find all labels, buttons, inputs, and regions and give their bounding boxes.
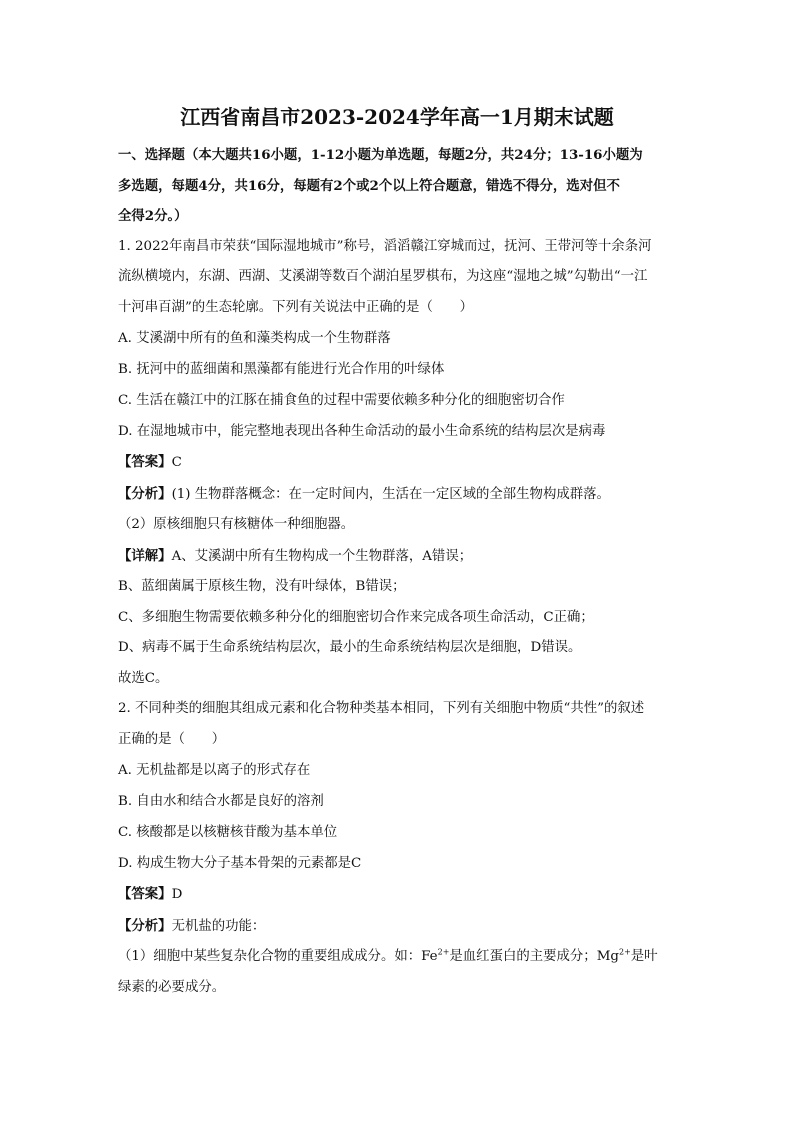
analysis-text: （2）原核细胞只有核糖体一种细胞器。 bbox=[118, 517, 355, 532]
analysis-text: （1）细胞中某些复杂化合物的重要组成成分。如：$Fe^{2+}$是血红蛋白的主要成分；$Mg^{2+}$是叶 bbox=[118, 947, 658, 964]
superscript: 2+ bbox=[619, 947, 631, 957]
answer-label: 【答案】 bbox=[118, 454, 172, 470]
analysis-text: 绿素的必要成分。 bbox=[118, 979, 226, 995]
page-title: 江西省南昌市2023-2024学年高一1月期末试题 bbox=[180, 105, 614, 129]
answer-label: 【答案】 bbox=[118, 886, 172, 902]
question-2 bbox=[118, 694, 676, 1003]
section-header bbox=[118, 140, 676, 232]
question-stem-line: 2. 不同种类的细胞其组成元素和化合物种类基本相同，下列有关细胞中物质“共性”的叙述 bbox=[118, 701, 645, 716]
analysis-text: (1) 生物群落概念：在一定时间内，生活在一定区域的全部生物构成群落。 bbox=[171, 486, 610, 502]
detail-label: 【详解】 bbox=[118, 547, 172, 564]
conclusion-text: 故选C。 bbox=[118, 670, 169, 686]
section-header-line: 一、选择题（本大题共16小题，1-12小题为单选题，每题2分，共24分；13-16小题为 bbox=[118, 147, 643, 163]
option-b: B. 抚河中的蓝细菌和黑藻都有能进行光合作用的叶绿体 bbox=[118, 362, 445, 377]
question-stem-line: 正确的是（ ） bbox=[118, 731, 226, 747]
answer-value: C bbox=[171, 455, 182, 470]
question-1 bbox=[118, 232, 676, 695]
question-stem-line: 十河串百湖”的生态轮廓。下列有关说法中正确的是（ ） bbox=[118, 299, 473, 315]
detail-text: A、艾溪湖中所有生物构成一个生物群落，A错误； bbox=[171, 548, 473, 564]
option-a: A. 艾溪湖中所有的鱼和藻类构成一个生物群落 bbox=[118, 331, 391, 346]
section-header-line: 多选题，每题4分，共16分，每题有2个或2个以上符合题意，错选不得分，选对但不 bbox=[118, 177, 620, 194]
detail-text: D、病毒不属于生命系统结构层次，最小的生命系统结构层次是细胞，D错误。 bbox=[118, 640, 582, 655]
analysis-line bbox=[118, 479, 676, 511]
answer-value: D bbox=[171, 887, 183, 902]
detail-text: C、多细胞生物需要依赖多种分化的细胞密切合作来完成各项生命活动，C正确； bbox=[118, 609, 594, 625]
analysis-line bbox=[118, 911, 676, 943]
option-c: C. 核酸都是以核糖核苷酸为基本单位 bbox=[118, 825, 338, 840]
superscript: 2+ bbox=[437, 947, 450, 957]
section-header-line: 全得2分。） bbox=[118, 208, 188, 224]
analysis-label: 【分析】 bbox=[118, 485, 172, 502]
option-b: B. 自由水和结合水都是良好的溶剂 bbox=[118, 794, 324, 809]
answer-line bbox=[118, 879, 676, 911]
option-d: D. 构成生物大分子基本骨架的元素都是C bbox=[118, 856, 362, 871]
option-c: C. 生活在赣江中的江豚在捕食鱼的过程中需要依赖多种分化的细胞密切合作 bbox=[118, 393, 565, 408]
analysis-label: 【分析】 bbox=[118, 917, 172, 934]
answer-line bbox=[118, 447, 676, 479]
question-stem-line: 1. 2022年南昌市荣获“国际湿地城市”称号，滔滔赣江穿城而过，抚河、王带河等十余条河 bbox=[118, 238, 652, 254]
question-stem-line: 流纵横境内，东湖、西湖、艾溪湖等数百个湖泊星罗棋布，为这座“湿地之城”勾勒出“一江 bbox=[118, 269, 648, 284]
analysis-text: 无机盐的功能： bbox=[171, 918, 266, 934]
option-a: A. 无机盐都是以离子的形式存在 bbox=[118, 763, 311, 778]
option-d: D. 在湿地城市中，能完整地表现出各种生命活动的最小生命系统的结构层次是病毒 bbox=[118, 424, 606, 439]
detail-text: B、蓝细菌属于原核生物，没有叶绿体，B错误； bbox=[118, 579, 406, 594]
detail-line bbox=[118, 541, 676, 573]
